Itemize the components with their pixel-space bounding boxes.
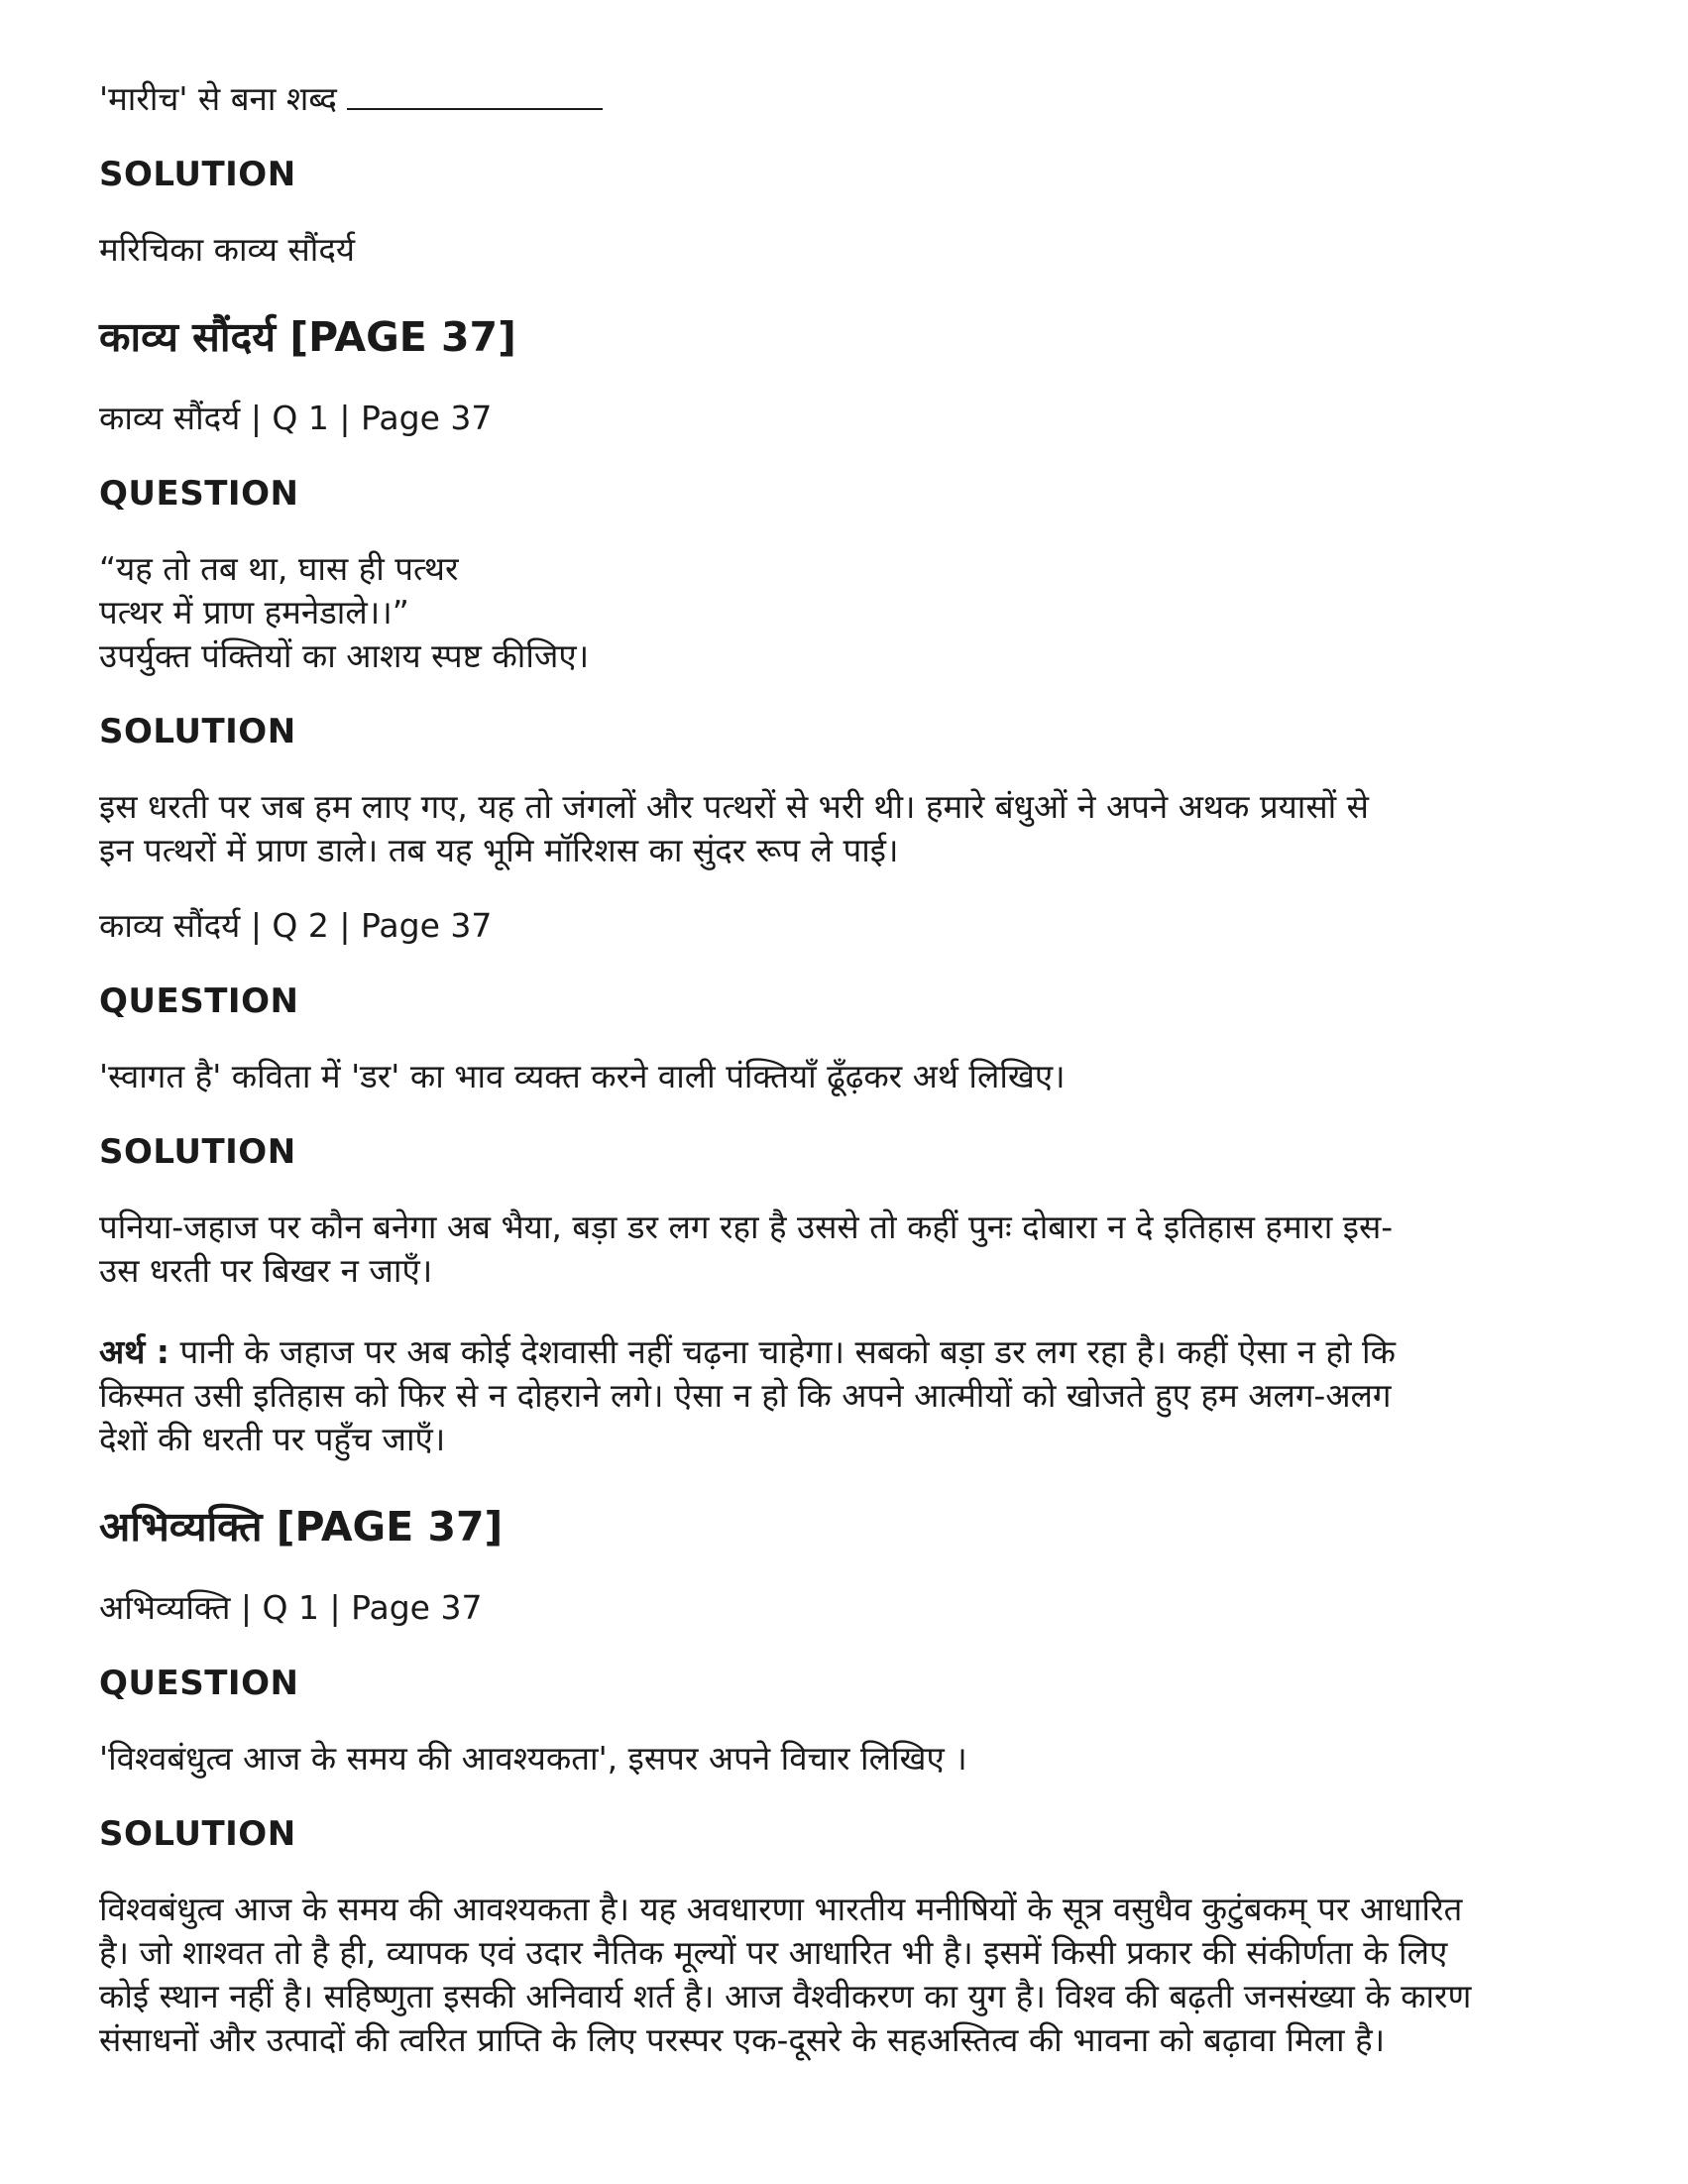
text-line <box>99 1330 1589 1374</box>
text-line: इन पत्थरों में प्राण डाले। तब यह भूमि मॉरिशस का सुंदर रूप ले पाई। <box>99 831 899 869</box>
solution-label: SOLUTION <box>99 1132 296 1172</box>
text-line: पत्थर में प्राण हमनेडाले।।” <box>99 593 409 632</box>
question-label: QUESTION <box>99 1664 299 1703</box>
solution-label: SOLUTION <box>99 1814 296 1854</box>
text-line: उस धरती पर बिखर न जाएँ। <box>99 1251 433 1290</box>
question-text: 'विश्वबंधुत्व आज के समय की आवश्यकता', इसपर अपने विचार लिखिए । <box>99 1739 967 1778</box>
solution-text <box>99 785 1589 872</box>
fill-blank-text: 'मारीच' से बना शब्द <box>99 79 337 118</box>
meaning-first-line: पानी के जहाज पर अब कोई देशवासी नहीं चढ़ना चाहेगा। सबको बड़ा डर लग रहा है। कहीं ऐसा न हो कि <box>169 1332 1396 1371</box>
question-reference: काव्य सौंदर्य | Q 1 | Page 37 <box>99 399 493 437</box>
text-line: किस्मत उसी इतिहास को फिर से न दोहराने लगे। ऐसा न हो कि अपने आत्मीयों को खोजते हुए हम अलग-अलग <box>99 1376 1392 1415</box>
solution-text: मरिचिका काव्य सौंदर्य <box>99 230 355 269</box>
question-text: 'स्वागत है' कविता में 'डर' का भाव व्यक्त करने वाली पंक्तियाँ ढूँढ़कर अर्थ लिखिए। <box>99 1057 1066 1095</box>
solution-label: SOLUTION <box>99 712 296 751</box>
solution-text <box>99 1888 1589 2062</box>
solution-text <box>99 1206 1589 1293</box>
text-line: उपर्युक्त पंक्तियों का आशय स्पष्ट कीजिए। <box>99 636 590 675</box>
text-line: है। जो शाश्वत तो है ही, व्यापक एवं उदार नैतिक मूल्यों पर आधारित भी है। इसमें किसी प्रकार की संकीर्णता के लिए <box>99 1933 1448 1972</box>
fill-blank-question <box>99 77 1589 121</box>
meaning-paragraph <box>99 1330 1589 1461</box>
text-line: विश्वबंधुत्व आज के समय की आवश्यकता है। यह अवधारणा भारतीय मनीषियों के सूत्र वसुधैव कुटुंबकम् पर आधारित <box>99 1890 1463 1928</box>
question-label: QUESTION <box>99 981 299 1021</box>
section-heading-abhivyakti: अभिव्यक्ति [PAGE 37] <box>99 1503 504 1551</box>
section-heading-kavya-saundarya: काव्य सौंदर्य [PAGE 37] <box>99 313 516 361</box>
question-reference: काव्य सौंदर्य | Q 2 | Page 37 <box>99 906 493 945</box>
question-text <box>99 547 1589 678</box>
solution-label: SOLUTION <box>99 155 296 194</box>
text-line: संसाधनों और उत्पादों की त्वरित प्राप्ति के लिए परस्पर एक-दूसरे के सहअस्तित्व की भावना को बढ़ावा मिला है। <box>99 2020 1386 2059</box>
text-line: “यह तो तब था, घास ही पत्थर <box>99 549 459 588</box>
meaning-label: अर्थ : <box>99 1332 169 1371</box>
question-reference: अभिव्यक्ति | Q 1 | Page 37 <box>99 1588 483 1627</box>
text-line: देशों की धरती पर पहुँच जाएँ। <box>99 1420 446 1458</box>
answer-blank-line <box>347 78 603 110</box>
question-label: QUESTION <box>99 474 299 514</box>
text-line: पनिया-जहाज पर कौन बनेगा अब भैया, बड़ा डर लग रहा है उससे तो कहीं पुनः दोबारा न दे इतिहास हमारा इस- <box>99 1207 1394 1246</box>
text-line: इस धरती पर जब हम लाए गए, यह तो जंगलों और पत्थरों से भरी थी। हमारे बंधुओं ने अपने अथक प्रयासों से <box>99 787 1369 826</box>
text-line: कोई स्थान नहीं है। सहिष्णुता इसकी अनिवार्य शर्त है। आज वैश्वीकरण का युग है। विश्व की बढ़ती जनसंख्या के कारण <box>99 1977 1472 2015</box>
